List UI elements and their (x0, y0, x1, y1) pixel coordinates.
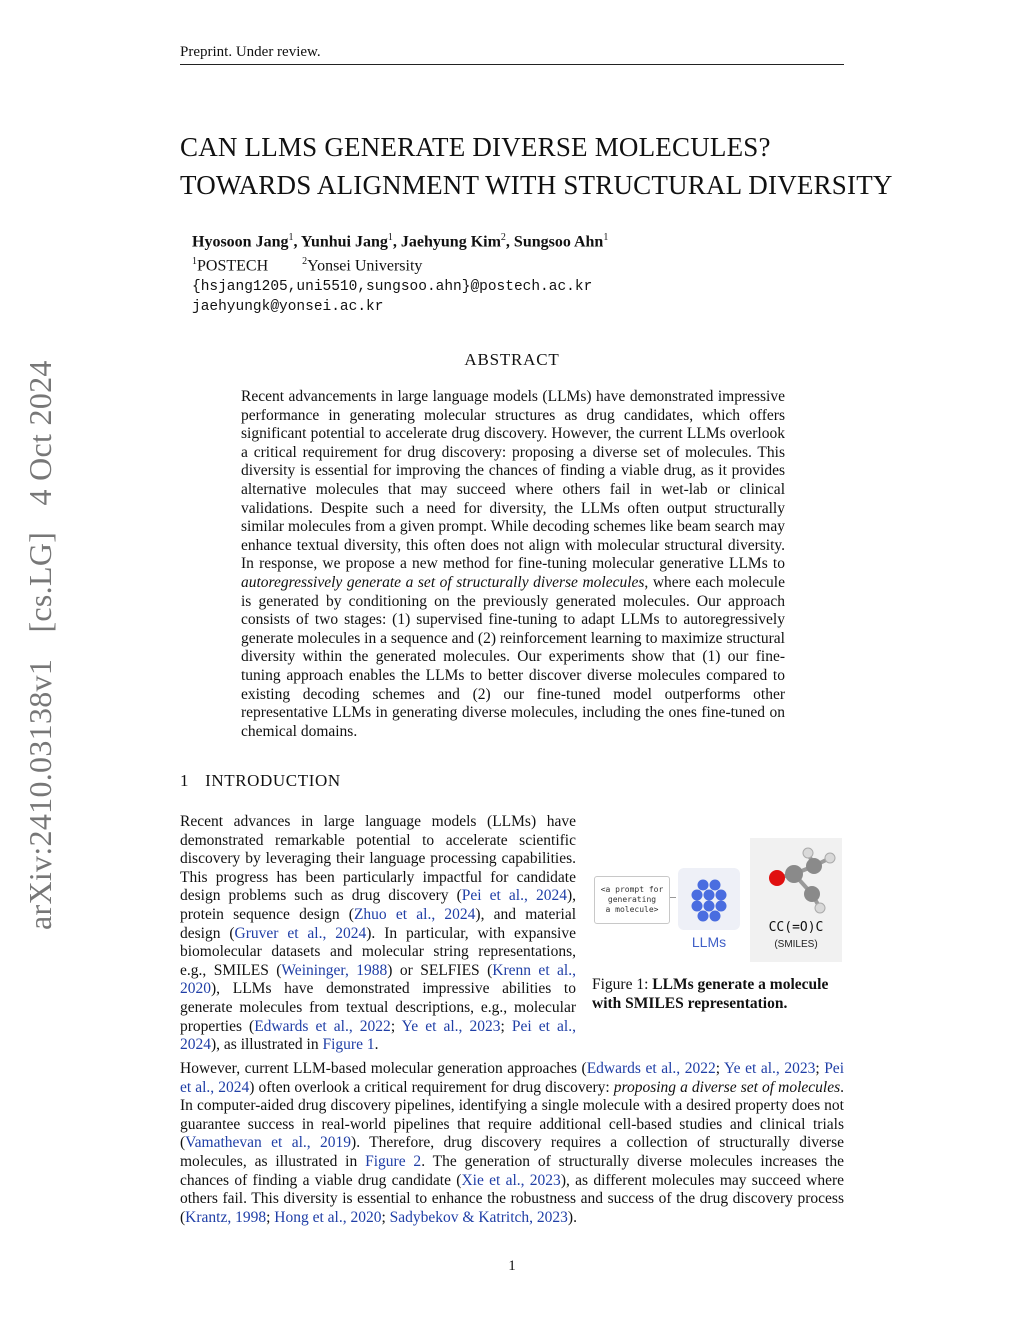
llm-label: LLMs (691, 934, 727, 950)
citation-link[interactable]: Krenn et al., 2020 (180, 961, 576, 998)
smiles-string: CC(=O)C (768, 920, 824, 935)
citation-link[interactable]: Gruver et al., 2024 (234, 924, 367, 942)
llm-icon-box (678, 868, 740, 930)
citation-link[interactable]: Weininger, 1988 (281, 961, 388, 979)
email-line-1: {hsjang1205,uni5510,sungsoo.ahn}@postech.ac.kr (192, 278, 593, 295)
affiliation: Yonsei University (307, 257, 423, 275)
arxiv-id: arXiv:2410.03138v1 (22, 658, 58, 930)
author-block (192, 228, 608, 317)
author: Jaehyung Kim (400, 233, 501, 251)
intro-paragraph-1: Recent advances in large language models (LLMs) have demonstrated remarkable potential to accelerate scientific discovery by leveraging their language processing capabilities. This progress has been particularly impactful for candidate design problems such as drug discovery (Pei et al., 2024), protein sequence design (Zhuo et al., 2024), and material design (Gruver et al., 2024). In particular, with expansive biomolecular datasets and molecular string representations, e.g., SMILES (Weininger, 1988) or SELFIES (Krenn et al., 2020), LLMs have demonstrated impressive abilities to generate molecules from textual descriptions, e.g., molecular properties (Edwards et al., 2022; Ye et al., 2023; Pei et al., 2024), as illustrated in Figure 1. (180, 813, 577, 1054)
citation-link[interactable]: Edwards et al., 2022 (586, 1060, 716, 1077)
figure-1 (594, 838, 842, 962)
citation-link[interactable]: Edwards et al., 2022 (254, 1017, 391, 1035)
author: Sungsoo Ahn (513, 233, 604, 251)
abstract-emphasis: autoregressively generate a set of structurally diverse molecules (241, 573, 645, 591)
smiles-label: (SMILES) (774, 939, 818, 950)
molecule-panel (750, 838, 842, 962)
author: Hyosoon Jang (192, 233, 289, 251)
prompt-box: <a prompt for generating a molecule> (594, 876, 670, 924)
citation-link[interactable]: Ye et al., 2023 (724, 1060, 816, 1077)
arxiv-sidebar-stamp (22, 342, 59, 930)
arxiv-date: 4 Oct 2024 (22, 360, 58, 506)
affiliations: $^1$POSTECH $^2$Yonsei University (192, 256, 423, 275)
figure-1-reference-link[interactable]: Figure 1 (322, 1036, 375, 1054)
paper-title (180, 128, 893, 204)
title-line-2: TOWARDS ALIGNMENT WITH STRUCTURAL DIVERSITY (180, 170, 893, 200)
email-line-2: jaehyungk@yonsei.ac.kr (192, 298, 384, 315)
author: Yunhui Jang (300, 233, 388, 251)
figure-1-caption: Figure 1: LLMs generate a molecule with SMILES representation. (592, 976, 829, 1012)
citation-link[interactable]: Pei et al., 2024 (461, 887, 567, 905)
header-rule (180, 64, 844, 65)
citation-link[interactable]: Krantz, 1998 (185, 1208, 267, 1226)
intro-paragraph-2: However, current LLM-based molecular generation approaches (Edwards et al., 2022; Ye et al., 2023; Pei et al., 2024) often overlook a critical requirement for drug discovery: proposing a diverse set of molecules. In computer-aided drug discovery pipelines, identifying a single molecule with a desired property does not guarantee success in real-world pipelines that require additional cell-based studies and clinical trials (Vamathevan et al., 2019). Therefore, drug discovery requires a collection of structurally diverse molecules, as illustrated in Figure 2. The generation of structurally diverse molecules increases the chances of finding a viable drug candidate (Xie et al., 2023), as different molecules may succeed where others fail. This diversity is essential to enhance the robustness and success of the drug discovery process (Krantz, 1998; Hong et al., 2020; Sadybekov & Katritch, 2023). (180, 1060, 844, 1226)
title-line-1: CAN LLMS GENERATE DIVERSE MOLECULES? (180, 132, 771, 162)
citation-link[interactable]: Zhuo et al., 2024 (353, 905, 476, 923)
author-names: Hyosoon Jang$^1$, Yunhui Jang$^1$, Jaehyung Kim$^2$, Sungsoo Ahn$^1$ (192, 232, 609, 251)
emphasis-text: proposing a diverse set of molecules (613, 1078, 841, 1096)
citation-link[interactable]: Sadybekov & Katritch, 2023 (389, 1208, 568, 1226)
affiliation: POSTECH (197, 257, 269, 275)
arxiv-category: [cs.LG] (22, 531, 58, 633)
citation-link[interactable]: Hong et al., 2020 (274, 1208, 382, 1226)
acetone-molecule-icon (750, 838, 842, 918)
abstract-heading: ABSTRACT (464, 350, 560, 369)
figure-2-reference-link[interactable]: Figure 2 (365, 1152, 422, 1170)
section-heading-introduction: 1 INTRODUCTION (180, 771, 341, 790)
arrow-connector (670, 897, 676, 898)
citation-link[interactable]: Xie et al., 2023 (461, 1171, 561, 1189)
citation-link[interactable]: Ye et al., 2023 (401, 1017, 501, 1035)
page-number: 1 (508, 1258, 516, 1274)
abstract-body: Recent advancements in large language models (LLMs) have demonstrated impressive performance in generating molecular structures as drug candidates, which offers significant potential to accelerate drug discovery. However, the current LLMs overlook a critical requirement for drug discovery: proposing a diverse set of molecules. This diversity is essential for improving the chances of finding a viable drug, as it provides alternative molecules that may succeed where others fail in wet-lab or clinical validations. Despite such a need for diversity, the LLMs often output structurally similar molecules from a given prompt. While decoding schemes like beam search may enhance textual diversity, this often does not align with molecular structural diversity. In response, we propose a new method for fine-tuning molecular generative LLMs to autoregressively generate a set of structurally diverse molecules, where each molecule is generated by conditioning on the previously generated molecules. Our approach consists of two stages: (1) supervised fine-tuning to adapt LLMs to autoregressively generate molecules in a sequence and (2) reinforcement learning to maximize structural diversity within the generated molecules. Our experiments show that (1) our fine-tuning approach enables the LLMs to better discover diverse molecules compared to existing decoding schemes and (2) our fine-tuned model outperforms other representative LLMs in generating diverse molecules, including the ones fine-tuned on chemical domains. (241, 388, 785, 740)
running-header: Preprint. Under review. (180, 44, 321, 60)
neural-network-icon (678, 868, 740, 930)
citation-link[interactable]: Pei et al., 2024 (180, 1017, 576, 1054)
citation-link[interactable]: Pei et al., 2024 (180, 1060, 844, 1096)
citation-link[interactable]: Vamathevan et al., 2019 (185, 1134, 352, 1152)
